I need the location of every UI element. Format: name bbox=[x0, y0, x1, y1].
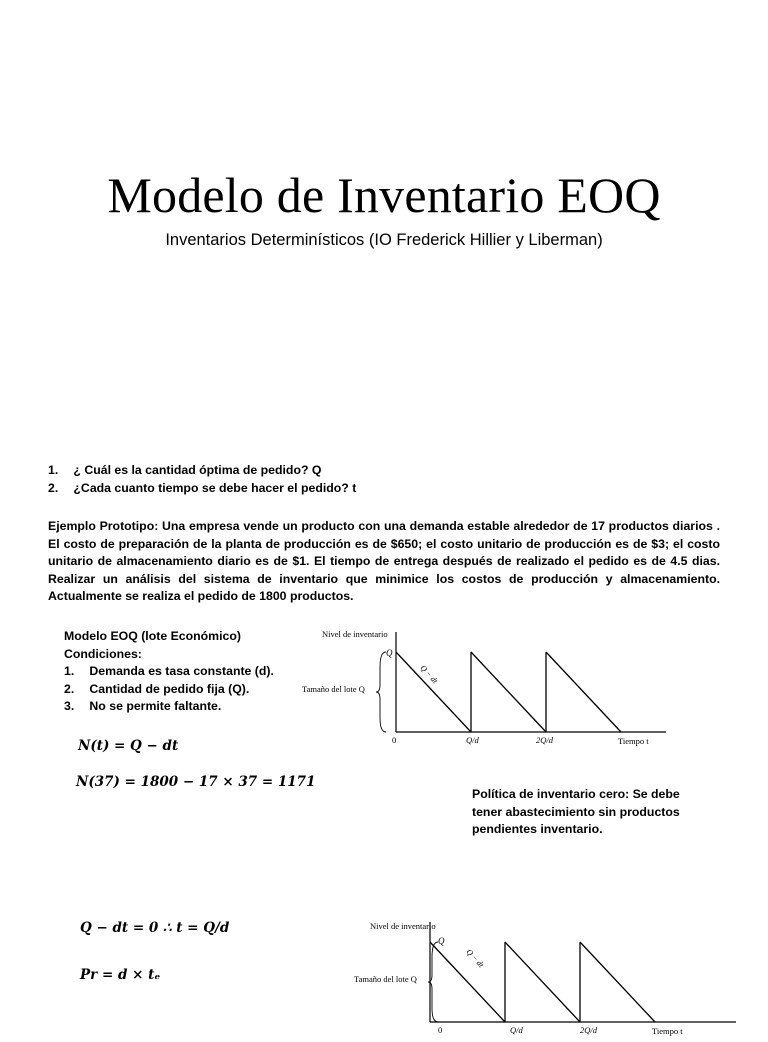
list-number: 2. bbox=[64, 681, 75, 696]
depletion-line bbox=[471, 652, 546, 732]
eoq-chart-2 bbox=[354, 912, 746, 1042]
sawtooth-series bbox=[430, 942, 655, 1022]
y-axis-label: Nivel de inventario bbox=[322, 629, 388, 639]
list-text: ¿Cada cuanto tiempo se debe hacer el pedido? t bbox=[73, 480, 357, 495]
y-tick-q: Q bbox=[386, 648, 393, 658]
depletion-line bbox=[580, 942, 655, 1022]
list-item bbox=[48, 462, 728, 480]
y-tick-q: Q bbox=[438, 936, 445, 946]
slope-label: Q − dt bbox=[464, 947, 486, 970]
list-text: Cantidad de pedido fija (Q). bbox=[89, 681, 250, 696]
formula-cycle-time: Q − dt = 0 ∴ t = Q/d bbox=[80, 920, 230, 936]
list-item bbox=[64, 663, 304, 681]
formula-reorder-point: Pr = d × tₑ bbox=[80, 967, 161, 983]
x-axis-label: Tiempo t bbox=[652, 1026, 683, 1036]
depletion-line bbox=[546, 652, 621, 732]
x-tick-q-over-d: Q/d bbox=[510, 1025, 523, 1035]
lot-size-bracket bbox=[376, 652, 386, 732]
origin-label: 0 bbox=[392, 735, 397, 745]
y-axis-label: Nivel de inventario bbox=[370, 921, 436, 931]
list-item bbox=[64, 698, 304, 716]
page-subtitle: Inventarios Determinísticos (IO Frederick Hillier y Liberman) bbox=[165, 231, 603, 249]
formula-inventory-example: N(37) = 1800 − 17 × 37 = 1171 bbox=[76, 774, 316, 790]
page-title: Modelo de Inventario EOQ bbox=[107, 167, 661, 223]
list-number: 1. bbox=[48, 463, 59, 477]
x-tick-2q-over-d: 2Q/d bbox=[536, 735, 553, 745]
slope-label: Q − dt bbox=[418, 663, 440, 686]
list-number: 3. bbox=[64, 699, 75, 713]
bracket-label: Tamaño del lote Q bbox=[354, 974, 417, 984]
eoq-chart-1 bbox=[296, 622, 676, 752]
list-text: No se permite faltante. bbox=[89, 699, 222, 713]
list-number: 2. bbox=[48, 480, 59, 495]
sawtooth-series bbox=[396, 652, 621, 732]
origin-label: 0 bbox=[438, 1025, 443, 1035]
x-tick-2q-over-d: 2Q/d bbox=[580, 1025, 597, 1035]
x-tick-q-over-d: Q/d bbox=[466, 735, 479, 745]
x-axis-label: Tiempo t bbox=[618, 736, 649, 746]
list-item bbox=[64, 681, 304, 699]
bracket-label: Tamaño del lote Q bbox=[302, 684, 365, 694]
question-list bbox=[48, 462, 728, 497]
list-text: Demanda es tasa constante (d). bbox=[89, 664, 274, 678]
formula-inventory-level: N(t) = Q − dt bbox=[78, 738, 179, 754]
conditions-label: Condiciones: bbox=[64, 646, 142, 661]
example-paragraph: Ejemplo Prototipo: Una empresa vende un producto con una demanda estable alrededor de 17 productos diarios . El costo de preparación de la planta de producción es de $650; el costo unitario de producción es de $3; el costo unitario de almacenamiento diario es de $1. El tiempo de entrega después de realizado el pedido es de 4.5 dias. Realizar un análisis del sistema de inventario que minimice los costos de producción y almacenamiento. Actualmente se realiza el pedido de 1800 productos. bbox=[48, 519, 720, 603]
list-text: ¿ Cuál es la cantidad óptima de pedido? Q bbox=[73, 463, 322, 477]
list-number: 1. bbox=[64, 664, 75, 678]
depletion-line bbox=[505, 942, 580, 1022]
depletion-line bbox=[396, 652, 471, 732]
list-item bbox=[48, 480, 728, 498]
policy-note: Política de inventario cero: Se debe tener abastecimiento sin productos pendientes inventario. bbox=[472, 787, 680, 836]
model-heading: Modelo EOQ (lote Económico) bbox=[64, 629, 241, 643]
model-conditions bbox=[64, 628, 304, 716]
